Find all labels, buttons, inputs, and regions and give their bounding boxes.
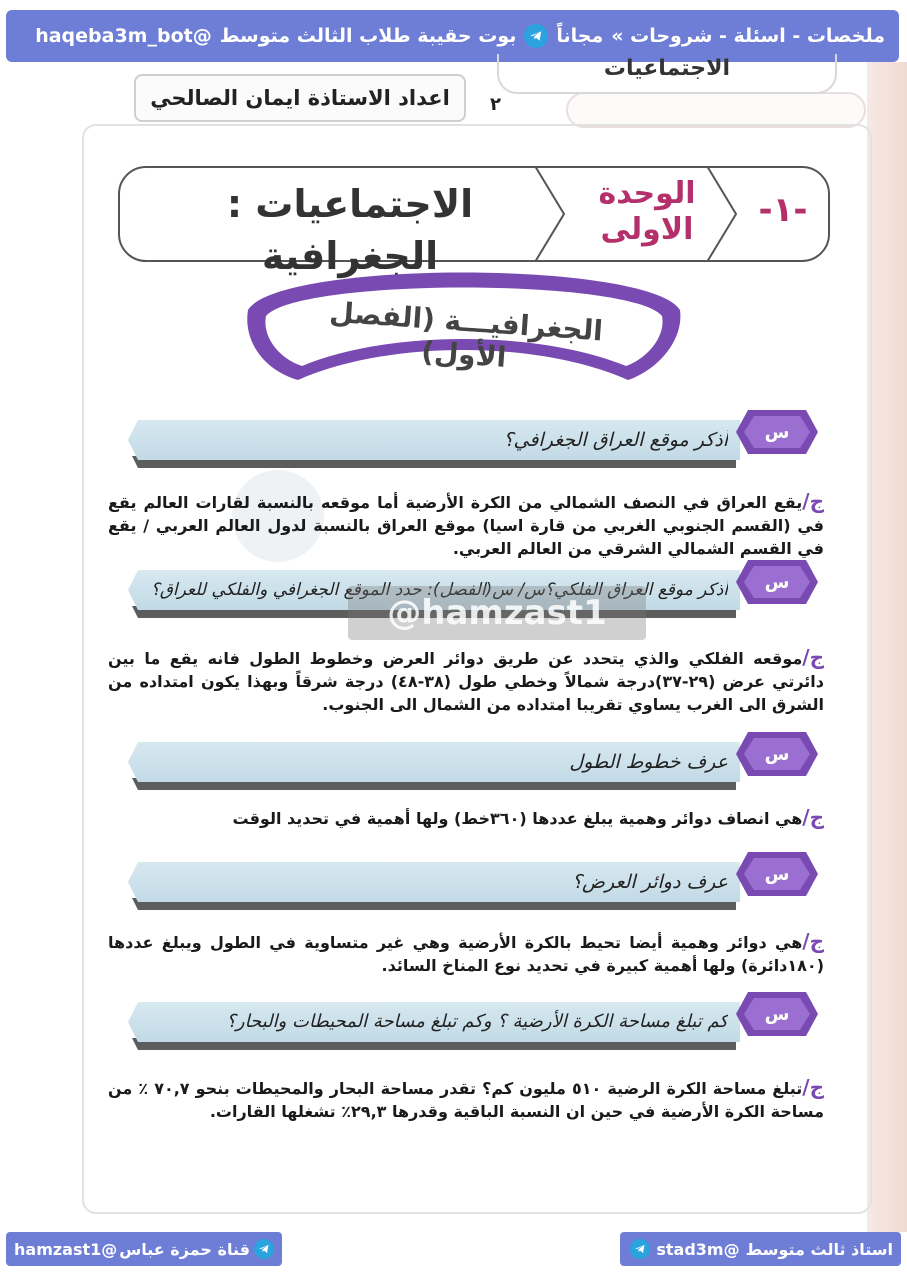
unit-label-line1: الوحدة — [598, 176, 696, 211]
question-text: أذكر موقع العراق الفلكي؟س/ س(الفصل): حدد الموقع الجغرافي والفلكي للعراق؟ — [150, 580, 728, 600]
badge-label: س — [764, 1004, 790, 1025]
banner-bot-text: بوت حقيبة طلاب الثالث متوسط — [219, 25, 517, 47]
header-subject: الاجتماعيات — [497, 54, 837, 94]
answer-1 — [108, 490, 824, 560]
footer-teacher-banner — [620, 1232, 901, 1266]
answer-mark: ج/ — [802, 929, 824, 953]
unit-label — [582, 176, 712, 248]
question-3 — [118, 728, 818, 792]
badge-label: س — [764, 422, 790, 443]
question-badge-icon — [734, 556, 820, 608]
banner-bot-handle[interactable]: @haqeba3m_bot — [35, 25, 212, 47]
question-1 — [118, 406, 818, 470]
answer-4 — [108, 930, 824, 977]
badge-label: س — [764, 744, 790, 765]
unit-title: الاجتماعيات : الجغرافية — [226, 182, 474, 278]
page-number: ٢ — [490, 94, 501, 115]
footer-channel — [119, 1239, 274, 1259]
answer-mark: ج/ — [802, 645, 824, 669]
answer-text: يقع العراق في النصف الشمالي من الكرة الأرضية أما موقعه بالنسبة لقارات العالم يقع في (القسم الجنوبي الغربي من قارة اسيا) موقع العراق بالنسبة لدول العالم العربي / يقع في القسم الشمالي الشرقي من العالم العربي. — [108, 493, 824, 558]
question-5 — [118, 988, 818, 1052]
banner-free-label: مجاناً — [556, 25, 604, 47]
question-text: أذكر موقع العراق الجغرافي؟ — [503, 429, 728, 451]
telegram-icon — [630, 1239, 650, 1259]
header-decoration — [566, 92, 866, 128]
badge-label: س — [764, 864, 790, 885]
answer-text: هي دوائر وهمية أيضا تحيط بالكرة الأرضية وهي غير متساوية في الطول ويبلغ عددها (١٨٠دائرة) ولها أهمية كبيرة في تحديد نوع المناخ السائد. — [108, 933, 824, 975]
answer-text: موقعه الفلكي والذي يتحدد عن طريق دوائر العرض وخطوط الطول فانه يقع ما بين دائرتي عرض (٢٩-٣٧)درجة شمالاً وخطي طول (٣٨-٤٨) درجة شرقاً وبهذا يكون امتداده من الشرق الى الغرب يساوي تقريبا امتداده من الشمال الى الجنوب. — [108, 649, 824, 714]
answer-2 — [108, 646, 824, 716]
question-badge-icon — [734, 988, 820, 1040]
question-badge-icon — [734, 728, 820, 780]
question-4 — [118, 848, 818, 912]
footer-channel-banner — [6, 1232, 282, 1266]
answer-5 — [108, 1076, 824, 1123]
question-text: عرف دوائر العرض؟ — [571, 871, 728, 893]
unit-label-line2: الاولى — [600, 212, 694, 247]
watermark: @hamzast1 — [348, 586, 646, 640]
answer-mark: ج/ — [802, 489, 824, 513]
chapter-title: الجغرافيـــة (الفصل الأول) — [328, 295, 604, 374]
telegram-icon — [254, 1239, 274, 1259]
right-edge-strip — [867, 62, 907, 1232]
answer-mark: ج/ — [802, 1075, 825, 1099]
answer-3 — [108, 806, 824, 830]
answer-text: هي انصاف دوائر وهمية يبلغ عددها (٣٦٠خط) ولها أهمية في تحديد الوقت — [232, 809, 803, 828]
question-text: كم تبلغ مساحة الكرة الأرضية ؟ وكم تبلغ مساحة المحيطات والبحار؟ — [226, 1011, 728, 1032]
footer-channel-handle[interactable]: @hamzast1 — [14, 1239, 118, 1259]
unit-number: -١- — [758, 190, 808, 230]
answer-text: تبلغ مساحة الكرة الرضية ٥١٠ مليون كم؟ تقدر مساحة البحار والمحيطات بنحو ٧٠,٧ ٪ من مساحة الكرة الأرضية في حين ان النسبة الباقية وقدرها ٢٩,٣٪ تشغلها القارات. — [108, 1079, 824, 1121]
footer-channel-name: قناة حمزة عباس — [119, 1239, 250, 1259]
footer-teacher-handle[interactable]: @stad3m — [656, 1239, 740, 1259]
prepared-by-label: اعداد الاستاذة ايمان الصالحي — [134, 74, 466, 122]
question-badge-icon — [734, 848, 820, 900]
question-badge-icon — [734, 406, 820, 458]
question-text: عرف خطوط الطول — [569, 751, 728, 773]
banner-right-text: ملخصات - اسئلة - شروحات » — [611, 25, 885, 47]
footer-teacher-label: استاذ ثالث متوسط — [745, 1239, 893, 1259]
answer-mark: ج/ — [802, 805, 824, 829]
badge-label: س — [764, 572, 790, 593]
telegram-icon — [524, 24, 548, 48]
